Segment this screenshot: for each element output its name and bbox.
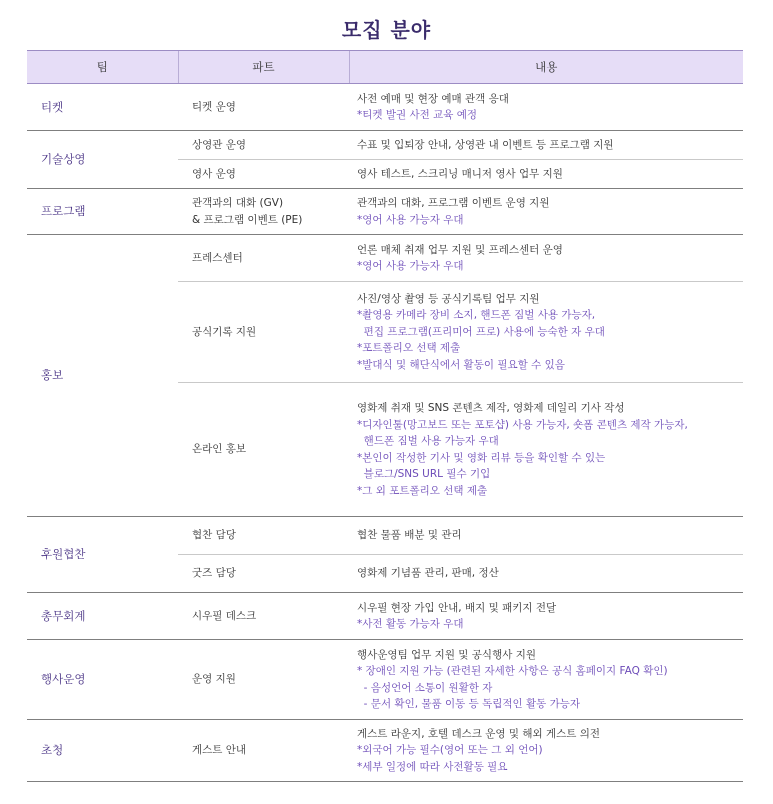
desc-cell bbox=[349, 383, 743, 517]
note-line: *디자인툴(망고보드 또는 포토샵) 사용 가능자, 숏폼 콘텐츠 제작 가능자, bbox=[357, 418, 688, 431]
note-line: *포트폴리오 선택 제출 bbox=[357, 342, 461, 355]
desc-cell bbox=[349, 160, 743, 189]
desc-line: 영화제 기념품 관리, 판매, 정산 bbox=[357, 567, 499, 580]
part-cell: 협찬 담당 bbox=[178, 517, 349, 555]
desc-cell bbox=[349, 517, 743, 555]
table-row bbox=[27, 640, 743, 720]
desc-line: 영사 테스트, 스크리닝 매니저 영사 업무 지원 bbox=[357, 167, 563, 180]
desc-line: 사전 예매 및 현장 예매 관객 응대 bbox=[357, 92, 509, 105]
column-header-desc: 내용 bbox=[349, 51, 743, 84]
desc-cell bbox=[349, 189, 743, 235]
part-cell: 온라인 홍보 bbox=[178, 383, 349, 517]
column-header-part: 파트 bbox=[178, 51, 349, 84]
desc-line: 언론 매체 취재 업무 지원 및 프레스센터 운영 bbox=[357, 243, 563, 256]
desc-line: 사진/영상 촬영 등 공식기록팀 업무 지원 bbox=[357, 292, 540, 305]
desc-cell bbox=[349, 720, 743, 782]
table-header-row bbox=[27, 51, 743, 84]
note-line: *그 외 포트폴리오 선택 제출 bbox=[357, 484, 488, 497]
desc-cell bbox=[349, 282, 743, 383]
page-title: 모집 분야 bbox=[341, 18, 432, 42]
team-admin: 총무회계 bbox=[27, 593, 178, 640]
note-line: *세부 일정에 따라 사전활동 필요 bbox=[357, 760, 508, 773]
note-line: 핸드폰 짐벌 사용 가능자 우대 bbox=[357, 435, 499, 447]
desc-line: 시우필 현장 가입 안내, 배지 및 패키지 전달 bbox=[357, 601, 557, 614]
desc-cell bbox=[349, 555, 743, 593]
part-cell: 프레스센터 bbox=[178, 235, 349, 282]
note-line: *사전 활동 가능자 우대 bbox=[357, 618, 464, 630]
note-line: 블로그/SNS URL 필수 기입 bbox=[357, 468, 491, 480]
desc-line: 관객과의 대화, 프로그램 이벤트 운영 지원 bbox=[357, 197, 550, 209]
desc-line: 협찬 물품 배분 및 관리 bbox=[357, 529, 462, 542]
part-cell bbox=[178, 189, 349, 235]
note-line: *발대식 및 해단식에서 활동이 필요할 수 있음 bbox=[357, 358, 565, 371]
team-event: 행사운영 bbox=[27, 640, 178, 720]
desc-cell bbox=[349, 84, 743, 131]
part-cell: 운영 지원 bbox=[178, 640, 349, 720]
note-line: * 장애인 지원 가능 (관련된 자세한 사항은 공식 홈페이지 FAQ 확인) bbox=[357, 665, 668, 677]
table-row bbox=[27, 593, 743, 640]
desc-line: 행사운영팀 업무 지원 및 공식행사 지원 bbox=[357, 648, 536, 661]
table-row bbox=[27, 517, 743, 555]
note-line: - 문서 확인, 물품 이동 등 독립적인 활동 가능자 bbox=[357, 698, 581, 710]
part-cell: 티켓 운영 bbox=[178, 84, 349, 131]
desc-line: 게스트 라운지, 호텔 데스크 운영 및 해외 게스트 의전 bbox=[357, 727, 601, 740]
desc-line: 영화제 취재 및 SNS 콘텐츠 제작, 영화제 데일리 기사 작성 bbox=[357, 402, 625, 414]
desc-cell bbox=[349, 131, 743, 160]
part-cell: 공식기록 지원 bbox=[178, 282, 349, 383]
column-header-team: 팀 bbox=[27, 51, 178, 84]
note-line: *영어 사용 가능자 우대 bbox=[357, 213, 464, 226]
table-row bbox=[27, 84, 743, 131]
table-row bbox=[27, 720, 743, 782]
note-line: *티켓 발권 사전 교육 예정 bbox=[357, 109, 478, 121]
team-sponsor: 후원협찬 bbox=[27, 517, 178, 593]
table-row bbox=[27, 235, 743, 282]
desc-cell bbox=[349, 235, 743, 282]
table-row bbox=[27, 131, 743, 160]
team-ticket: 티켓 bbox=[27, 84, 178, 131]
note-line: *본인이 작성한 기사 및 영화 리뷰 등을 확인할 수 있는 bbox=[357, 451, 606, 464]
desc-line: 수표 및 입퇴장 안내, 상영관 내 이벤트 등 프로그램 지원 bbox=[357, 138, 614, 151]
note-line: *촬영용 카메라 장비 소지, 핸드폰 짐벌 사용 가능자, bbox=[357, 309, 596, 322]
part-line: & 프로그램 이벤트 (PE) bbox=[192, 213, 303, 226]
part-cell: 시우필 데스크 bbox=[178, 593, 349, 640]
team-tech: 기술상영 bbox=[27, 131, 178, 189]
part-cell: 상영관 운영 bbox=[178, 131, 349, 160]
part-line: 관객과의 대화 (GV) bbox=[192, 197, 284, 209]
note-line: *영어 사용 가능자 우대 bbox=[357, 260, 464, 272]
team-program: 프로그램 bbox=[27, 189, 178, 235]
part-cell: 굿즈 담당 bbox=[178, 555, 349, 593]
note-line: *외국어 가능 필수(영어 또는 그 외 언어) bbox=[357, 744, 543, 757]
desc-cell bbox=[349, 640, 743, 720]
desc-cell bbox=[349, 593, 743, 640]
table-row bbox=[27, 189, 743, 235]
part-cell: 영사 운영 bbox=[178, 160, 349, 189]
team-invite: 초청 bbox=[27, 720, 178, 782]
note-line: - 음성언어 소통이 원활한 자 bbox=[357, 681, 493, 694]
part-cell: 게스트 안내 bbox=[178, 720, 349, 782]
team-pr: 홍보 bbox=[27, 235, 178, 517]
note-line: 편집 프로그램(프리미어 프로) 사용에 능숙한 자 우대 bbox=[357, 325, 605, 338]
recruitment-table bbox=[27, 50, 743, 782]
